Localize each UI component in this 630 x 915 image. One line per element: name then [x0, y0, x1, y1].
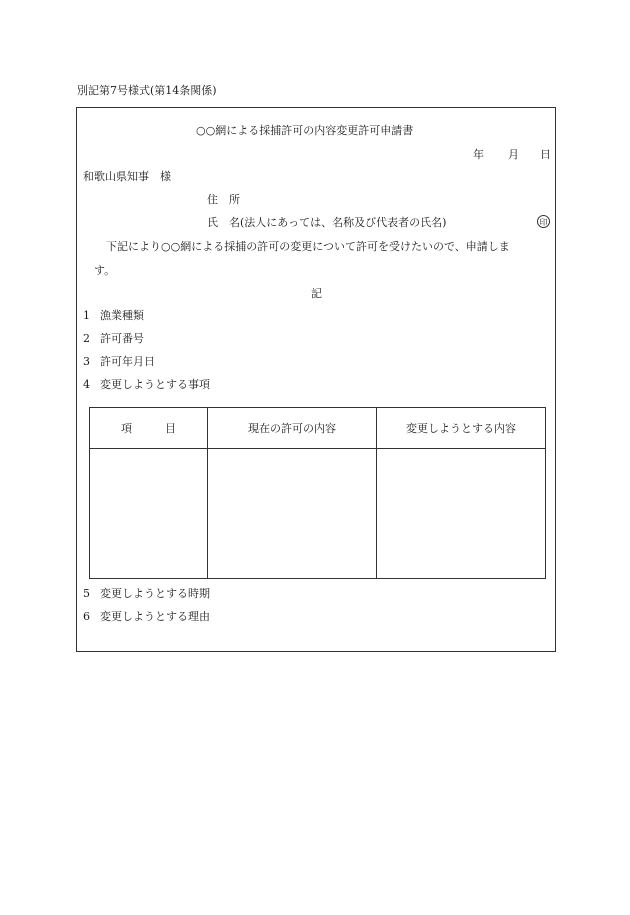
item-label-change-matters: 変更しようとする事項: [100, 378, 210, 391]
item-number: 1: [83, 309, 90, 322]
change-table: [89, 407, 546, 579]
table-header-new: 変更しようとする内容: [377, 408, 546, 449]
date-month-label: 月: [508, 148, 519, 161]
date-day-label: 日: [540, 148, 551, 161]
table-header-current: 現在の許可の内容: [208, 408, 377, 449]
item-number: 2: [83, 332, 90, 345]
seal-mark: 印: [537, 215, 550, 228]
recipient: 和歌山県知事 様: [83, 170, 171, 183]
item-number: 5: [83, 587, 90, 600]
item-label-change-timing: 変更しようとする時期: [100, 587, 210, 600]
body-text-line-1: 下記により○○網による採捕の許可の変更について許可を受けたいので、申請しま: [106, 240, 510, 253]
table-header-item: 項 目: [90, 408, 208, 449]
item-number: 6: [83, 610, 90, 623]
date-year-label: 年: [473, 148, 484, 161]
table-header-row: [90, 408, 546, 449]
address-label: 住 所: [207, 193, 240, 206]
table-row: [90, 449, 546, 579]
body-text-line-2: す。: [94, 264, 116, 277]
table-cell-current[interactable]: [208, 449, 377, 579]
table-cell-item[interactable]: [90, 449, 208, 579]
table-cell-new[interactable]: [377, 449, 546, 579]
ki-heading: 記: [311, 287, 322, 300]
item-label-change-reason: 変更しようとする理由: [100, 610, 210, 623]
name-label: 氏 名(法人にあっては、名称及び代表者の氏名): [207, 216, 447, 229]
item-number: 3: [83, 355, 90, 368]
form-number: 別記第7号様式(第14条関係): [77, 84, 217, 97]
item-label-permit-date: 許可年月日: [100, 355, 155, 368]
item-label-permit-number: 許可番号: [100, 332, 144, 345]
item-number: 4: [83, 378, 90, 391]
item-label-fishery-type: 漁業種類: [100, 309, 144, 322]
form-title: ○○網による採捕許可の内容変更許可申請書: [196, 124, 414, 137]
